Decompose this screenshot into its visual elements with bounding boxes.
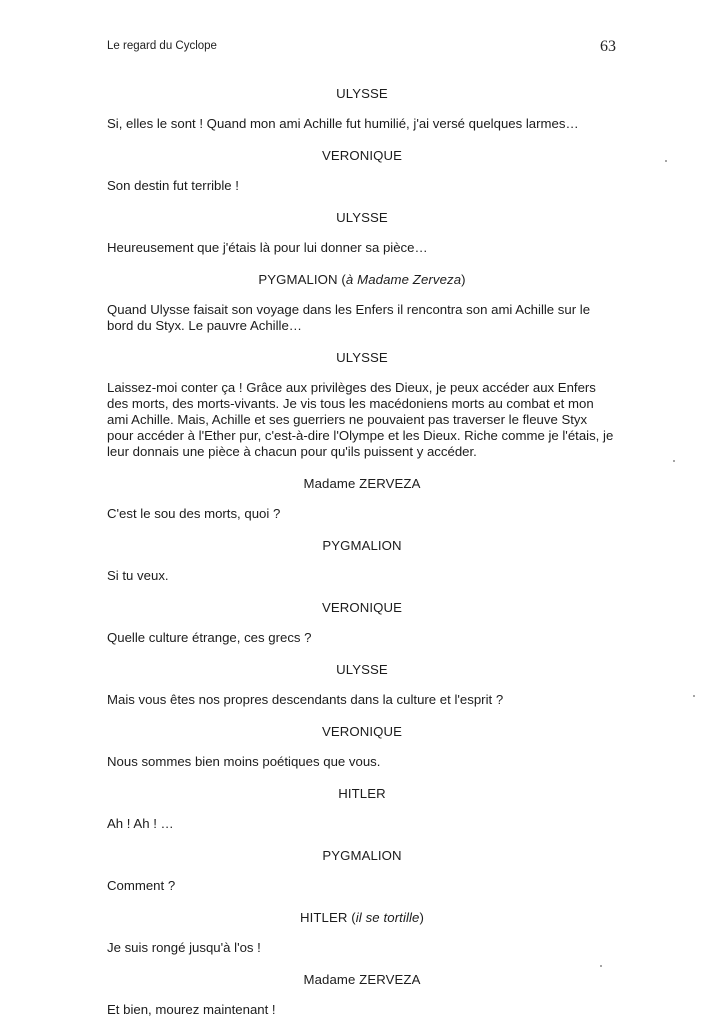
speaker-name: ULYSSE — [336, 210, 388, 225]
speaker-name: PYGMALION — [322, 538, 402, 553]
speaker-name: PYGMALION — [322, 848, 402, 863]
dialogue-line: Comment ? — [107, 878, 176, 893]
dialogue-block — [107, 848, 617, 894]
dialogue-line: Si, elles le sont ! Quand mon ami Achille fut humilié, j'ai versé quelques larmes… — [107, 116, 579, 131]
dialogue-line: C'est le sou des morts, quoi ? — [107, 506, 281, 521]
dialogue-line: Mais vous êtes nos propres descendants dans la culture et l'esprit ? — [107, 692, 504, 707]
page-number: 63 — [600, 38, 616, 55]
dialogue-block — [107, 210, 617, 256]
speaker-name: ULYSSE — [336, 86, 388, 101]
speaker-name: VERONIQUE — [321, 148, 403, 163]
dialogue-block — [107, 350, 617, 460]
stage-direction: à Madame Zerveza — [345, 272, 462, 287]
speaker-name: Madame ZERVEZA — [303, 476, 421, 491]
dialogue-block — [107, 272, 617, 334]
dialogue-line: Nous sommes bien moins poétiques que vous. — [107, 754, 381, 769]
speaker-heading: HITLER (il se tortille) — [300, 910, 424, 925]
dialogue-block — [107, 910, 617, 956]
dialogue-block — [107, 786, 617, 832]
dialogue-block — [107, 538, 617, 584]
scan-speck — [600, 965, 602, 967]
dialogue-line: Si tu veux. — [107, 568, 169, 583]
speaker-name: HITLER — [338, 786, 386, 801]
speaker-name: ULYSSE — [336, 662, 388, 677]
speaker-name: VERONIQUE — [321, 724, 403, 739]
dialogue-block — [107, 972, 617, 1018]
dialogue-line: Quand Ulysse faisait son voyage dans les Enfers il rencontra son ami Achille sur le bord du Styx. Le pauvre Achille… — [107, 302, 591, 333]
dialogue-line: Quelle culture étrange, ces grecs ? — [107, 630, 312, 645]
speaker-heading: PYGMALION (à Madame Zerveza) — [258, 272, 466, 287]
dialogue-line: Heureusement que j'étais là pour lui donner sa pièce… — [107, 240, 428, 255]
speaker-name: PYGMALION — [258, 272, 338, 287]
scan-speck — [665, 160, 667, 162]
dialogue-block — [107, 600, 617, 646]
scan-speck — [673, 460, 675, 462]
scan-speck — [693, 695, 695, 697]
dialogue-line: Laissez-moi conter ça ! Grâce aux privilèges des Dieux, je peux accéder aux Enfers des morts, des morts-vivants. Je vis tous les macédoniens morts au combat et mon ami Achille. Mais, Achille et ses guerriers ne pouvaient pas traverser le fleuve Styx pour accéder à l'Ether pur, c'est-à-dire l'Olympe et les Dieux. Riche comme je l'étais, je leur donnais une pièce à chacun pour qu'ils puissent y accéder. — [107, 380, 614, 459]
dialogue-line: Son destin fut terrible ! — [107, 178, 239, 193]
speaker-name: VERONIQUE — [321, 600, 403, 615]
running-title: Le regard du Cyclope — [107, 40, 217, 52]
dialogue-block — [107, 724, 617, 770]
dialogue-line: Ah ! Ah ! … — [107, 816, 174, 831]
dialogue-line: Et bien, mourez maintenant ! — [107, 1002, 276, 1017]
dialogue-block — [107, 662, 617, 708]
speaker-name: HITLER — [300, 910, 348, 925]
speaker-name: Madame ZERVEZA — [303, 972, 421, 987]
stage-direction: il se tortille — [355, 910, 420, 925]
dialogue-block — [107, 86, 617, 132]
play-script — [107, 86, 617, 1034]
dialogue-block — [107, 476, 617, 522]
dialogue-line: Je suis rongé jusqu'à l'os ! — [107, 940, 261, 955]
dialogue-block — [107, 148, 617, 194]
speaker-name: ULYSSE — [336, 350, 388, 365]
